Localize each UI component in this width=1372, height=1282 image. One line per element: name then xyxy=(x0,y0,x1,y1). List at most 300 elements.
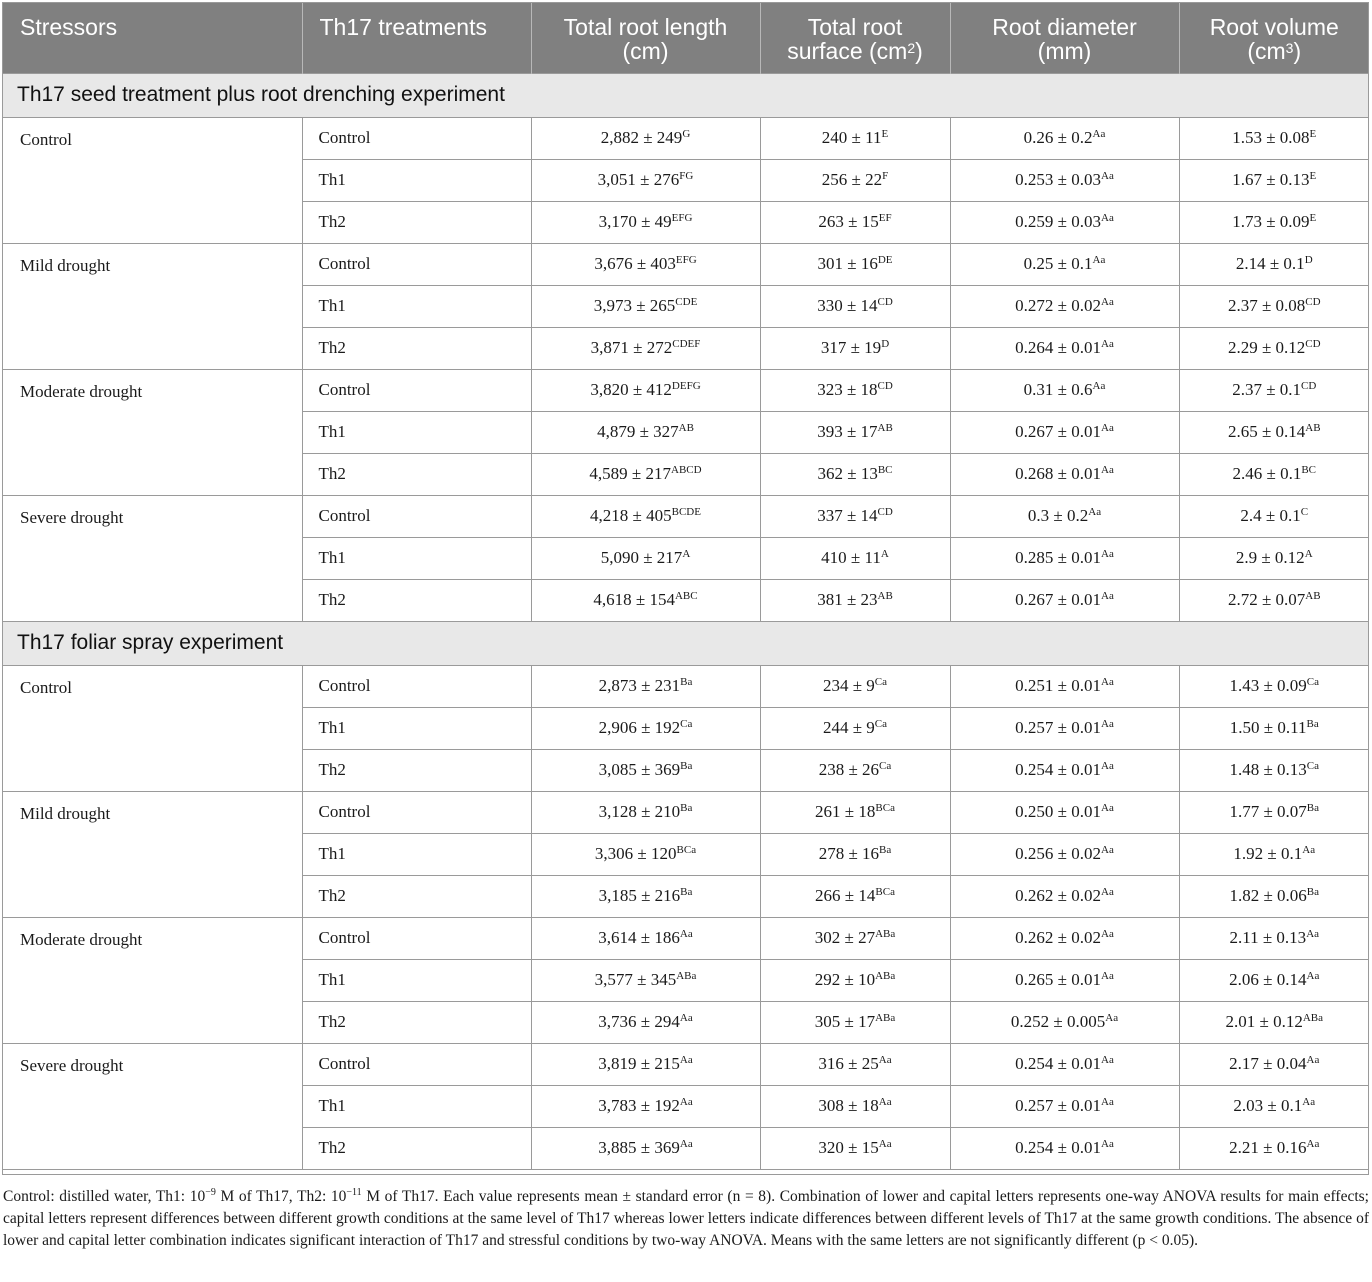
header-treatments-label: Th17 treatments xyxy=(319,14,487,40)
cell-value: 2.14 ± 0.1 xyxy=(1235,254,1305,273)
cell-value: 2.03 ± 0.1 xyxy=(1233,1096,1303,1115)
root-volume-cell xyxy=(1179,453,1369,495)
cell-value: 0.254 ± 0.01 xyxy=(1015,1054,1101,1073)
significance-letters: ABa xyxy=(875,1012,896,1024)
significance-letters: Aa xyxy=(1092,380,1106,392)
root-volume-cell xyxy=(1179,495,1369,537)
significance-letters: Aa xyxy=(679,1096,693,1108)
table-row xyxy=(3,369,1369,411)
cell-value: 2.21 ± 0.16 xyxy=(1229,1138,1307,1157)
header-volume-line2: (cm xyxy=(1247,38,1286,64)
cell-value: 3,128 ± 210 xyxy=(598,802,681,821)
cell-value: 1.77 ± 0.07 xyxy=(1229,802,1307,821)
root-diameter-cell xyxy=(950,917,1179,959)
root-surface-cell xyxy=(760,327,950,369)
root-diameter-cell xyxy=(950,243,1179,285)
root-surface-cell xyxy=(760,411,950,453)
stressor-cell: Moderate drought xyxy=(3,917,302,1043)
cell-value: 0.257 ± 0.01 xyxy=(1015,718,1101,737)
root-length-cell xyxy=(531,243,760,285)
significance-letters: Aa xyxy=(1306,970,1320,982)
significance-letters: Aa xyxy=(1088,506,1102,518)
significance-letters: CD xyxy=(1305,338,1321,350)
significance-letters: AB xyxy=(877,590,893,602)
significance-letters: E xyxy=(1309,212,1317,224)
significance-letters: BCa xyxy=(875,802,895,814)
cell-value: 278 ± 16 xyxy=(818,844,880,863)
cell-value: 2.11 ± 0.13 xyxy=(1229,928,1307,947)
cell-value: 410 ± 11 xyxy=(821,548,881,567)
cell-value: 3,170 ± 49 xyxy=(598,212,672,231)
root-surface-cell xyxy=(760,117,950,159)
root-length-cell xyxy=(531,201,760,243)
cell-value: 1.67 ± 0.13 xyxy=(1232,170,1310,189)
data-table xyxy=(3,3,1369,1170)
root-volume-cell xyxy=(1179,537,1369,579)
significance-letters: Aa xyxy=(1101,676,1114,688)
root-length-cell xyxy=(531,1085,760,1127)
footnote-exponent2: −11 xyxy=(346,1187,362,1198)
footnote-part3: M of Th17. Each value represents mean ± standard error (n = 8). Combination of lower and capital letters represents one-way ANOVA results for main effects; capital letters represent differences between different growth conditions at the same level of Th17 whereas lower letters indicate differences between different levels of Th17 at the same growth conditions. The absence of lower and capital letter combination indicates significant interaction of Th17 and stressful conditions by two-way ANOVA. Means with the same letters are not significantly different (p < 0.05). xyxy=(3,1188,1369,1249)
significance-letters: Aa xyxy=(679,1138,693,1150)
cell-value: 316 ± 25 xyxy=(818,1054,879,1073)
root-diameter-cell xyxy=(950,495,1179,537)
significance-letters: G xyxy=(682,128,691,140)
significance-letters: Aa xyxy=(1092,254,1106,266)
cell-value: 3,306 ± 120 xyxy=(594,844,677,863)
cell-value: 0.256 ± 0.02 xyxy=(1015,844,1101,863)
significance-letters: E xyxy=(1309,128,1317,140)
cell-value: 0.285 ± 0.01 xyxy=(1015,548,1101,567)
cell-value: 3,885 ± 369 xyxy=(598,1138,680,1157)
root-surface-cell xyxy=(760,707,950,749)
cell-value: 0.265 ± 0.01 xyxy=(1015,970,1101,989)
significance-letters: ABa xyxy=(676,970,697,982)
root-diameter-cell xyxy=(950,707,1179,749)
significance-letters: FG xyxy=(679,170,694,182)
treatment-cell: Th1 xyxy=(302,959,531,1001)
significance-letters: CD xyxy=(877,380,893,392)
significance-letters: Ba xyxy=(680,760,693,772)
significance-letters: Aa xyxy=(1101,212,1114,224)
root-volume-cell xyxy=(1179,749,1369,791)
treatment-cell: Th1 xyxy=(302,411,531,453)
root-volume-cell xyxy=(1179,707,1369,749)
significance-letters: Aa xyxy=(1101,170,1114,182)
header-surface-line1: Total root xyxy=(807,14,903,40)
significance-letters: Aa xyxy=(1101,1054,1114,1066)
root-volume-cell xyxy=(1179,1085,1369,1127)
significance-letters: Aa xyxy=(878,1054,892,1066)
cell-value: 0.251 ± 0.01 xyxy=(1015,676,1101,695)
cell-value: 1.82 ± 0.06 xyxy=(1229,886,1307,905)
root-volume-cell xyxy=(1179,875,1369,917)
footnote-part1: Control: distilled water, Th1: 10 xyxy=(3,1188,206,1205)
root-surface-cell xyxy=(760,1127,950,1169)
significance-letters: ABa xyxy=(875,928,896,940)
treatment-cell: Control xyxy=(302,117,531,159)
significance-letters: Aa xyxy=(1101,296,1114,308)
significance-letters: BCa xyxy=(676,844,697,856)
cell-value: 3,577 ± 345 xyxy=(594,970,677,989)
cell-value: 2.65 ± 0.14 xyxy=(1227,422,1306,441)
root-length-cell xyxy=(531,959,760,1001)
cell-value: 362 ± 13 xyxy=(817,464,878,483)
cell-value: 2.37 ± 0.1 xyxy=(1232,380,1302,399)
significance-letters: Ca xyxy=(874,718,888,730)
significance-letters: Aa xyxy=(1306,928,1320,940)
cell-value: 292 ± 10 xyxy=(814,970,876,989)
significance-letters: Aa xyxy=(1101,464,1114,476)
cell-value: 2.01 ± 0.12 xyxy=(1225,1012,1303,1031)
header-volume-close: ) xyxy=(1293,38,1302,64)
root-volume-cell xyxy=(1179,1127,1369,1169)
root-diameter-cell xyxy=(950,1085,1179,1127)
treatment-cell: Th2 xyxy=(302,1127,531,1169)
cell-value: 2.29 ± 0.12 xyxy=(1227,338,1306,357)
cell-value: 2,873 ± 231 xyxy=(598,676,681,695)
root-volume-cell xyxy=(1179,917,1369,959)
cell-value: 0.267 ± 0.01 xyxy=(1015,590,1101,609)
header-volume-exponent: 3 xyxy=(1285,40,1294,56)
root-volume-cell xyxy=(1179,327,1369,369)
cell-value: 261 ± 18 xyxy=(815,802,876,821)
header-surface-line2: surface (cm xyxy=(787,38,908,64)
table-header xyxy=(3,3,1369,73)
significance-letters: AB xyxy=(1305,422,1321,434)
root-diameter-cell xyxy=(950,1001,1179,1043)
header-surface-close: ) xyxy=(915,38,923,64)
significance-letters: Aa xyxy=(679,928,693,940)
significance-letters: DE xyxy=(877,254,893,266)
table-row xyxy=(3,1043,1369,1085)
significance-letters: BCa xyxy=(875,886,895,898)
cell-value: 4,618 ± 154 xyxy=(593,590,675,609)
significance-letters: BCDE xyxy=(671,506,701,518)
significance-letters: ABa xyxy=(875,970,896,982)
footnote-part2: M of Th17, Th2: 10 xyxy=(215,1188,347,1205)
section-row xyxy=(3,621,1369,665)
cell-value: 0.254 ± 0.01 xyxy=(1015,1138,1101,1157)
root-surface-cell xyxy=(760,791,950,833)
section-title: Th17 foliar spray experiment xyxy=(3,621,1369,665)
root-surface-cell xyxy=(760,1001,950,1043)
significance-letters: Ba xyxy=(1306,718,1319,730)
root-length-cell xyxy=(531,327,760,369)
cell-value: 2.9 ± 0.12 xyxy=(1235,548,1305,567)
root-length-cell xyxy=(531,833,760,875)
significance-letters: Aa xyxy=(1302,844,1316,856)
root-diameter-cell xyxy=(950,411,1179,453)
cell-value: 3,871 ± 272 xyxy=(590,338,673,357)
cell-value: 2,882 ± 249 xyxy=(600,128,683,147)
cell-value: 0.254 ± 0.01 xyxy=(1015,760,1101,779)
cell-value: 1.73 ± 0.09 xyxy=(1232,212,1310,231)
treatment-cell: Control xyxy=(302,1043,531,1085)
significance-letters: Aa xyxy=(878,1096,892,1108)
treatment-cell: Th2 xyxy=(302,875,531,917)
cell-value: 1.50 ± 0.11 xyxy=(1229,718,1307,737)
root-diameter-cell xyxy=(950,791,1179,833)
significance-letters: Ba xyxy=(680,802,693,814)
significance-letters: Aa xyxy=(1092,128,1106,140)
root-volume-cell xyxy=(1179,959,1369,1001)
significance-letters: Ba xyxy=(1306,886,1320,898)
root-diameter-cell xyxy=(950,453,1179,495)
root-volume-cell xyxy=(1179,1001,1369,1043)
header-root-volume xyxy=(1179,3,1369,73)
header-stressors-label: Stressors xyxy=(20,14,118,40)
cell-value: 0.253 ± 0.03 xyxy=(1015,170,1101,189)
root-diameter-cell xyxy=(950,201,1179,243)
significance-letters: E xyxy=(881,128,889,140)
root-surface-cell xyxy=(760,749,950,791)
significance-letters: CDE xyxy=(675,296,698,308)
significance-letters: C xyxy=(1300,506,1309,518)
significance-letters: Aa xyxy=(1306,1054,1320,1066)
cell-value: 337 ± 14 xyxy=(817,506,878,525)
header-root-diameter xyxy=(950,3,1179,73)
cell-value: 2.46 ± 0.1 xyxy=(1232,464,1302,483)
cell-value: 1.53 ± 0.08 xyxy=(1232,128,1310,147)
root-surface-cell xyxy=(760,875,950,917)
header-total-root-length xyxy=(531,3,760,73)
cell-value: 3,736 ± 294 xyxy=(598,1012,680,1031)
stressor-cell: Mild drought xyxy=(3,243,302,369)
cell-value: 3,614 ± 186 xyxy=(598,928,680,947)
stressor-cell: Severe drought xyxy=(3,495,302,621)
cell-value: 2,906 ± 192 xyxy=(598,718,681,737)
root-length-cell xyxy=(531,453,760,495)
treatment-cell: Th1 xyxy=(302,833,531,875)
root-length-cell xyxy=(531,749,760,791)
treatment-cell: Th2 xyxy=(302,453,531,495)
cell-value: 0.262 ± 0.02 xyxy=(1015,886,1101,905)
root-length-cell xyxy=(531,707,760,749)
table-row xyxy=(3,243,1369,285)
cell-value: 305 ± 17 xyxy=(814,1012,876,1031)
table-row xyxy=(3,665,1369,707)
root-length-cell xyxy=(531,495,760,537)
significance-letters: Ca xyxy=(1306,760,1320,772)
significance-letters: ABCD xyxy=(671,464,702,476)
significance-letters: CD xyxy=(1305,296,1321,308)
header-length-line1: Total root length xyxy=(563,14,728,40)
root-volume-cell xyxy=(1179,833,1369,875)
significance-letters: BC xyxy=(877,464,893,476)
root-length-cell xyxy=(531,1043,760,1085)
significance-letters: Aa xyxy=(1101,760,1114,772)
header-volume-line1: Root volume xyxy=(1209,14,1339,40)
header-diameter-line1: Root diameter xyxy=(992,14,1137,40)
cell-value: 317 ± 19 xyxy=(820,338,882,357)
stressor-cell: Severe drought xyxy=(3,1043,302,1169)
cell-value: 4,879 ± 327 xyxy=(597,422,679,441)
root-volume-cell xyxy=(1179,117,1369,159)
footnote-exponent1: −9 xyxy=(205,1187,216,1198)
treatment-cell: Th2 xyxy=(302,749,531,791)
significance-letters: E xyxy=(1309,170,1317,182)
significance-letters: A xyxy=(682,548,691,560)
root-surface-cell xyxy=(760,201,950,243)
root-diameter-cell xyxy=(950,285,1179,327)
header-length-line2: (cm) xyxy=(622,38,669,64)
root-length-cell xyxy=(531,791,760,833)
section-title: Th17 seed treatment plus root drenching experiment xyxy=(3,73,1369,117)
cell-value: 5,090 ± 217 xyxy=(600,548,683,567)
treatment-cell: Control xyxy=(302,791,531,833)
cell-value: 4,218 ± 405 xyxy=(590,506,672,525)
root-diameter-cell xyxy=(950,117,1179,159)
header-treatments xyxy=(302,3,531,73)
cell-value: 308 ± 18 xyxy=(818,1096,879,1115)
significance-letters: ABC xyxy=(674,590,698,602)
treatment-cell: Th2 xyxy=(302,579,531,621)
cell-value: 0.26 ± 0.2 xyxy=(1023,128,1093,147)
root-volume-cell xyxy=(1179,285,1369,327)
root-length-cell xyxy=(531,285,760,327)
cell-value: 238 ± 26 xyxy=(818,760,880,779)
cell-value: 266 ± 14 xyxy=(815,886,876,905)
table-row xyxy=(3,117,1369,159)
significance-letters: Aa xyxy=(1101,548,1114,560)
root-length-cell xyxy=(531,537,760,579)
cell-value: 1.43 ± 0.09 xyxy=(1229,676,1307,695)
stressor-cell: Control xyxy=(3,117,302,243)
significance-letters: Aa xyxy=(1105,1012,1119,1024)
cell-value: 240 ± 11 xyxy=(821,128,882,147)
header-surface-exponent: 2 xyxy=(907,40,916,56)
significance-letters: CD xyxy=(877,296,893,308)
stressor-cell: Control xyxy=(3,665,302,791)
significance-letters: Aa xyxy=(1101,970,1114,982)
significance-letters: D xyxy=(1304,254,1313,266)
significance-letters: Aa xyxy=(1302,1096,1316,1108)
cell-value: 3,973 ± 265 xyxy=(593,296,676,315)
cell-value: 1.92 ± 0.1 xyxy=(1233,844,1303,863)
table-row xyxy=(3,791,1369,833)
root-surface-cell xyxy=(760,917,950,959)
root-length-cell xyxy=(531,917,760,959)
root-volume-cell xyxy=(1179,1043,1369,1085)
root-volume-cell xyxy=(1179,243,1369,285)
treatment-cell: Control xyxy=(302,665,531,707)
treatment-cell: Th1 xyxy=(302,285,531,327)
significance-letters: Aa xyxy=(1101,886,1114,898)
cell-value: 3,820 ± 412 xyxy=(590,380,672,399)
root-length-cell xyxy=(531,117,760,159)
significance-letters: Aa xyxy=(1101,338,1114,350)
cell-value: 244 ± 9 xyxy=(822,718,875,737)
cell-value: 0.272 ± 0.02 xyxy=(1015,296,1101,315)
cell-value: 0.31 ± 0.6 xyxy=(1023,380,1093,399)
cell-value: 3,819 ± 215 xyxy=(598,1054,680,1073)
significance-letters: Aa xyxy=(1101,1096,1114,1108)
significance-letters: D xyxy=(881,338,890,350)
root-diameter-cell xyxy=(950,327,1179,369)
stressor-cell: Moderate drought xyxy=(3,369,302,495)
cell-value: 4,589 ± 217 xyxy=(589,464,672,483)
significance-letters: A xyxy=(1304,548,1313,560)
root-diameter-cell xyxy=(950,159,1179,201)
significance-letters: Aa xyxy=(679,1054,693,1066)
significance-letters: EFG xyxy=(675,254,697,266)
cell-value: 2.72 ± 0.07 xyxy=(1227,590,1306,609)
significance-letters: Ba xyxy=(1306,802,1320,814)
significance-letters: EF xyxy=(878,212,892,224)
root-surface-cell xyxy=(760,665,950,707)
significance-letters: Aa xyxy=(1101,718,1114,730)
significance-letters: DEFG xyxy=(671,380,701,392)
root-surface-cell xyxy=(760,537,950,579)
cell-value: 0.264 ± 0.01 xyxy=(1015,338,1101,357)
root-surface-cell xyxy=(760,495,950,537)
root-length-cell xyxy=(531,369,760,411)
root-surface-cell xyxy=(760,453,950,495)
root-volume-cell xyxy=(1179,369,1369,411)
header-stressors xyxy=(3,3,302,73)
treatment-cell: Th2 xyxy=(302,201,531,243)
significance-letters: Aa xyxy=(1306,1138,1320,1150)
significance-letters: Ca xyxy=(680,718,693,730)
root-surface-cell xyxy=(760,1043,950,1085)
cell-value: 3,085 ± 369 xyxy=(598,760,681,779)
cell-value: 0.262 ± 0.02 xyxy=(1015,928,1101,947)
treatment-cell: Control xyxy=(302,369,531,411)
significance-letters: F xyxy=(882,170,889,182)
cell-value: 2.37 ± 0.08 xyxy=(1227,296,1306,315)
cell-value: 381 ± 23 xyxy=(817,590,878,609)
root-length-cell xyxy=(531,411,760,453)
section-row xyxy=(3,73,1369,117)
root-diameter-cell xyxy=(950,579,1179,621)
root-surface-cell xyxy=(760,159,950,201)
table-row xyxy=(3,495,1369,537)
root-diameter-cell xyxy=(950,749,1179,791)
cell-value: 3,676 ± 403 xyxy=(594,254,676,273)
root-diameter-cell xyxy=(950,369,1179,411)
treatment-cell: Th1 xyxy=(302,537,531,579)
treatment-cell: Th1 xyxy=(302,159,531,201)
significance-letters: Aa xyxy=(679,1012,693,1024)
significance-letters: A xyxy=(880,548,889,560)
cell-value: 0.250 ± 0.01 xyxy=(1015,802,1101,821)
cell-value: 2.17 ± 0.04 xyxy=(1229,1054,1307,1073)
cell-value: 256 ± 22 xyxy=(821,170,883,189)
cell-value: 0.3 ± 0.2 xyxy=(1027,506,1089,525)
significance-letters: Ca xyxy=(874,676,888,688)
cell-value: 320 ± 15 xyxy=(818,1138,879,1157)
cell-value: 3,185 ± 216 xyxy=(598,886,681,905)
significance-letters: Ca xyxy=(1306,676,1320,688)
root-surface-cell xyxy=(760,285,950,327)
significance-letters: CDEF xyxy=(672,338,701,350)
significance-letters: CD xyxy=(877,506,893,518)
root-surface-cell xyxy=(760,243,950,285)
significance-letters: Ba xyxy=(879,844,892,856)
root-diameter-cell xyxy=(950,1043,1179,1085)
cell-value: 302 ± 27 xyxy=(814,928,876,947)
root-diameter-cell xyxy=(950,665,1179,707)
root-diameter-cell xyxy=(950,875,1179,917)
significance-letters: Ca xyxy=(879,760,892,772)
table-footnote xyxy=(3,1186,1369,1252)
significance-letters: AB xyxy=(678,422,694,434)
header-diameter-line2: (mm) xyxy=(1037,38,1092,64)
significance-letters: Ba xyxy=(680,676,693,688)
root-length-cell xyxy=(531,159,760,201)
significance-letters: Aa xyxy=(878,1138,892,1150)
